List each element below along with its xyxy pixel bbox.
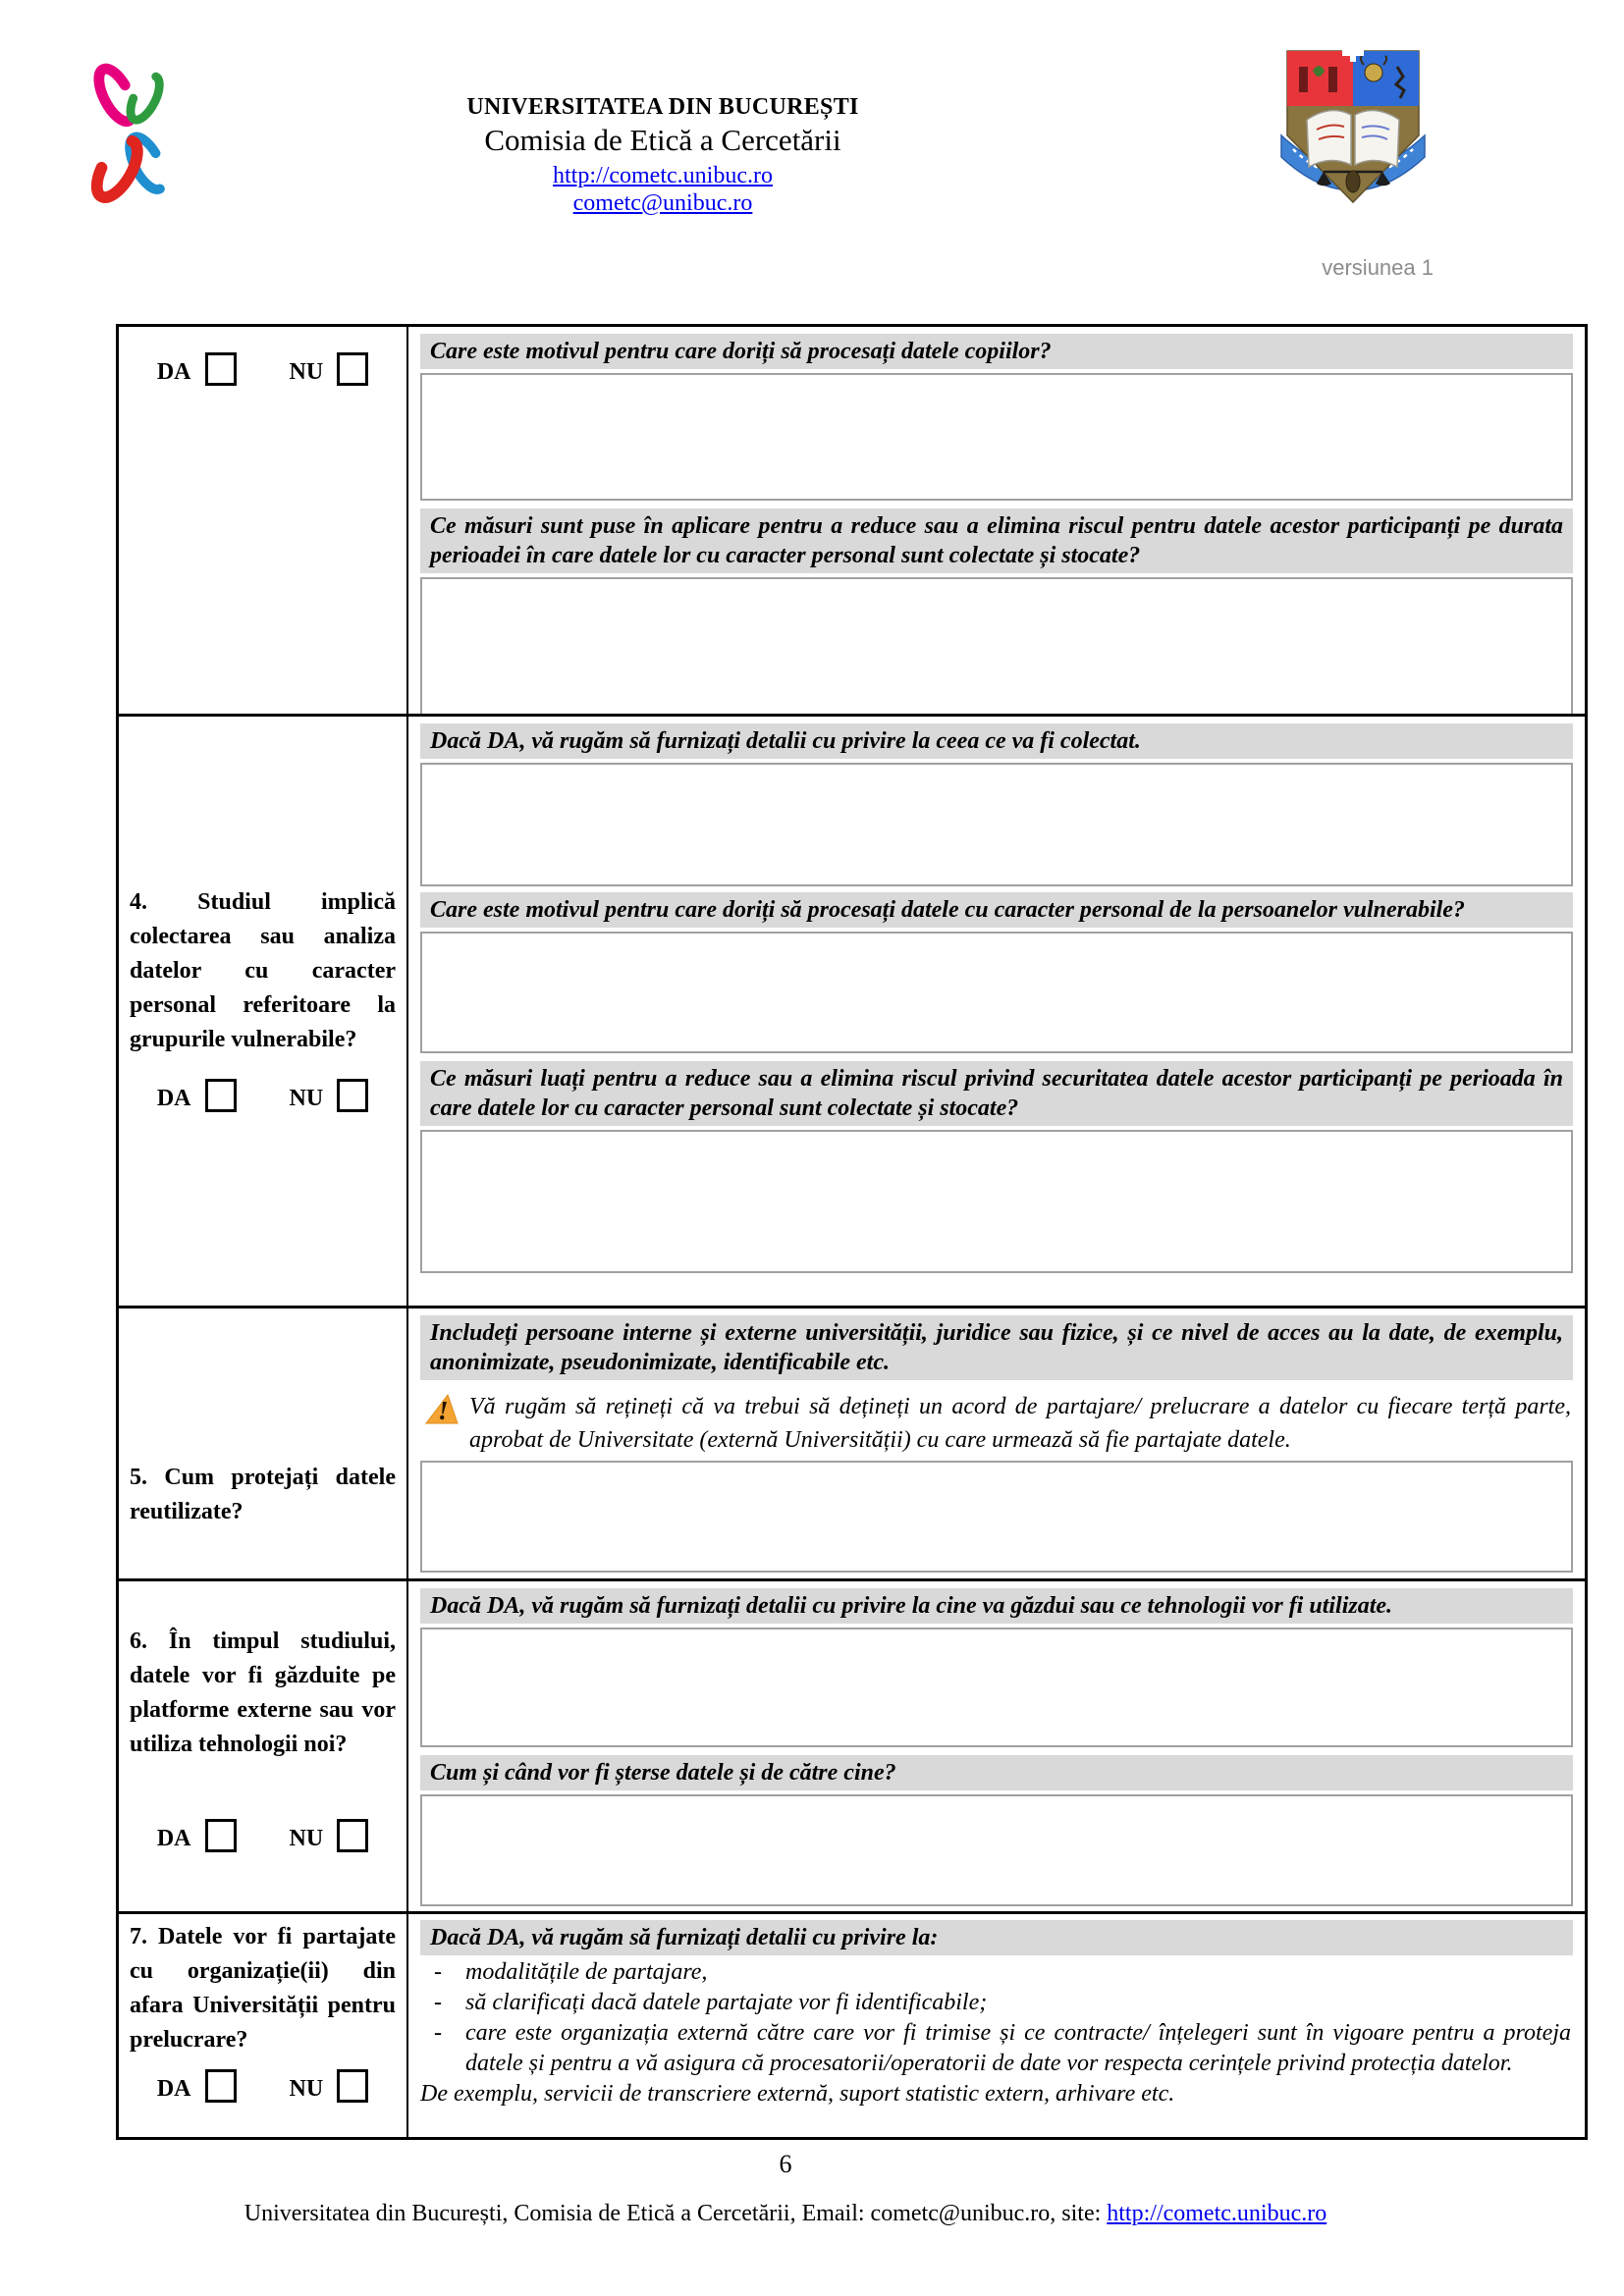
yes-no-choice [130, 1079, 396, 1112]
table-row-q7 [119, 1911, 1585, 2137]
answer-box[interactable] [420, 763, 1573, 886]
answer-box[interactable] [420, 932, 1573, 1053]
email-link[interactable]: cometc@unibuc.ro [572, 190, 753, 216]
answer-box[interactable] [420, 1794, 1573, 1906]
da-label: DA [156, 1086, 191, 1111]
table-row-q5 [119, 1306, 1585, 1578]
nu-label: NU [289, 2076, 324, 2102]
da-label: DA [156, 2076, 191, 2102]
warning-note [420, 1390, 1573, 1457]
table-row-q6 [119, 1578, 1585, 1911]
university-crest-logo [1279, 45, 1427, 222]
prompt-children-measures: Ce măsuri sunt puse în aplicare pentru a reduce sau a elimina riscul pentru datele acestor participanți pe durata perioadei în care datele lor cu caracter personal sunt colectate și stocate? [420, 508, 1573, 573]
answer-box[interactable] [420, 373, 1573, 501]
question-7-text: 7. Datele vor fi partajate cu organizație(ii) din afara Universității pentru prelucrare? [130, 1924, 396, 2053]
prompt-children-reason: Care este motivul pentru care doriți să procesați datele copiilor? [420, 334, 1573, 369]
page-number: 6 [779, 2150, 792, 2178]
dash-bullet: - [434, 1959, 442, 1985]
prompt-q4-reason: Care este motivul pentru care doriți să procesați datele cu caracter personal de la persoanelor vulnerabile? [420, 892, 1573, 928]
list-item: - modalitățile de partajare, [420, 1957, 1573, 1988]
yes-no-choice [130, 1819, 396, 1852]
da-checkbox[interactable] [205, 352, 237, 386]
da-checkbox[interactable] [205, 1079, 237, 1112]
question-4-text: 4. Studiul implică colectarea sau analiza datelor cu caracter personal referitoare la grupurile vulnerabile? [130, 889, 396, 1052]
document-header [388, 94, 938, 217]
nu-checkbox[interactable] [337, 352, 368, 386]
warning-text: Vă rugăm să rețineți că va trebui să dețineți un acord de partajare/ prelucrare a datelor cu fiecare terță parte, aprobat de Universitate (externă Universității) cu care urmează să fie partajate datele. [469, 1394, 1571, 1453]
da-label: DA [156, 359, 191, 385]
nu-label: NU [289, 359, 324, 385]
answer-box[interactable] [420, 577, 1573, 714]
question-6-text: 6. În timpul studiului, datele vor fi găzduite pe platforme externe sau vor utiliza tehnologii noi? [130, 1629, 396, 1757]
dash-bullet: - [434, 1990, 442, 2015]
da-checkbox[interactable] [205, 2069, 237, 2103]
page-footer [0, 2201, 1571, 2227]
nu-label: NU [289, 1086, 324, 1111]
committee-title: Comisia de Etică a Cercetării [484, 123, 841, 157]
prompt-q5-access: Includeți persoane interne și externe universității, juridice sau fizice, și ce nivel de acces au la date, de exemplu, anonimizate, pseudonimizate, identificabile etc. [420, 1315, 1573, 1380]
dash-bullet: - [434, 2020, 442, 2046]
warning-triangle-icon [422, 1393, 460, 1426]
version-label: versiunea 1 [1322, 255, 1434, 280]
answer-box[interactable] [420, 1628, 1573, 1747]
nu-label: NU [289, 1826, 324, 1851]
da-checkbox[interactable] [205, 1819, 237, 1852]
yes-no-choice [130, 2069, 396, 2103]
list-item: - să clarificați dacă datele partajate vor fi identificabile; [420, 1988, 1573, 2018]
q7-detail-list [420, 1957, 1573, 2079]
answer-box[interactable] [420, 1461, 1573, 1573]
nu-checkbox[interactable] [337, 1819, 368, 1852]
nu-checkbox[interactable] [337, 2069, 368, 2103]
ethics-swirl-logo [86, 49, 173, 214]
q7-example-note: De exemplu, servicii de transcriere externă, suport statistic extern, arhivare etc. [420, 2081, 1175, 2107]
ethics-form-table [116, 324, 1588, 2140]
prompt-q4-if-yes: Dacă DA, vă rugăm să furnizați detalii cu privire la ceea ce va fi colectat. [420, 723, 1573, 759]
question-5-text: 5. Cum protejați datele reutilizate? [130, 1465, 396, 1524]
table-row-children-data [119, 327, 1585, 714]
yes-no-choice [130, 352, 396, 386]
prompt-q6-delete: Cum și când vor fi șterse datele și de către cine? [420, 1755, 1573, 1790]
list-item: - care este organizația externă către care vor fi trimise și ce contracte/ înțelegeri sunt în vigoare pentru a proteja datele și pentru a vă asigura că procesatorii/operatorii de date vor respecta cerințele privind protecția datelor. [420, 2018, 1573, 2079]
website-link[interactable]: http://cometc.unibuc.ro [553, 163, 773, 188]
university-title: UNIVERSITATEA DIN BUCUREȘTI [466, 94, 859, 120]
prompt-q4-measures: Ce măsuri luați pentru a reduce sau a elimina riscul privind securitatea datele acestor participanți pe perioada în care datele lor cu caracter personal sunt colectate și stocate? [420, 1061, 1573, 1126]
svg-text:!: ! [438, 1396, 449, 1425]
footer-site-link[interactable]: http://cometc.unibuc.ro [1107, 2201, 1327, 2226]
table-row-q4 [119, 714, 1585, 1306]
prompt-q7-if-yes: Dacă DA, vă rugăm să furnizați detalii cu privire la: [420, 1920, 1573, 1955]
nu-checkbox[interactable] [337, 1079, 368, 1112]
answer-box[interactable] [420, 1130, 1573, 1273]
footer-text: Universitatea din București, Comisia de Etică a Cercetării, Email: cometc@unibuc.ro, site: [244, 2201, 1108, 2226]
prompt-q6-if-yes: Dacă DA, vă rugăm să furnizați detalii cu privire la cine va găzdui sau ce tehnologii vor fi utilizate. [420, 1588, 1573, 1624]
da-label: DA [156, 1826, 191, 1851]
